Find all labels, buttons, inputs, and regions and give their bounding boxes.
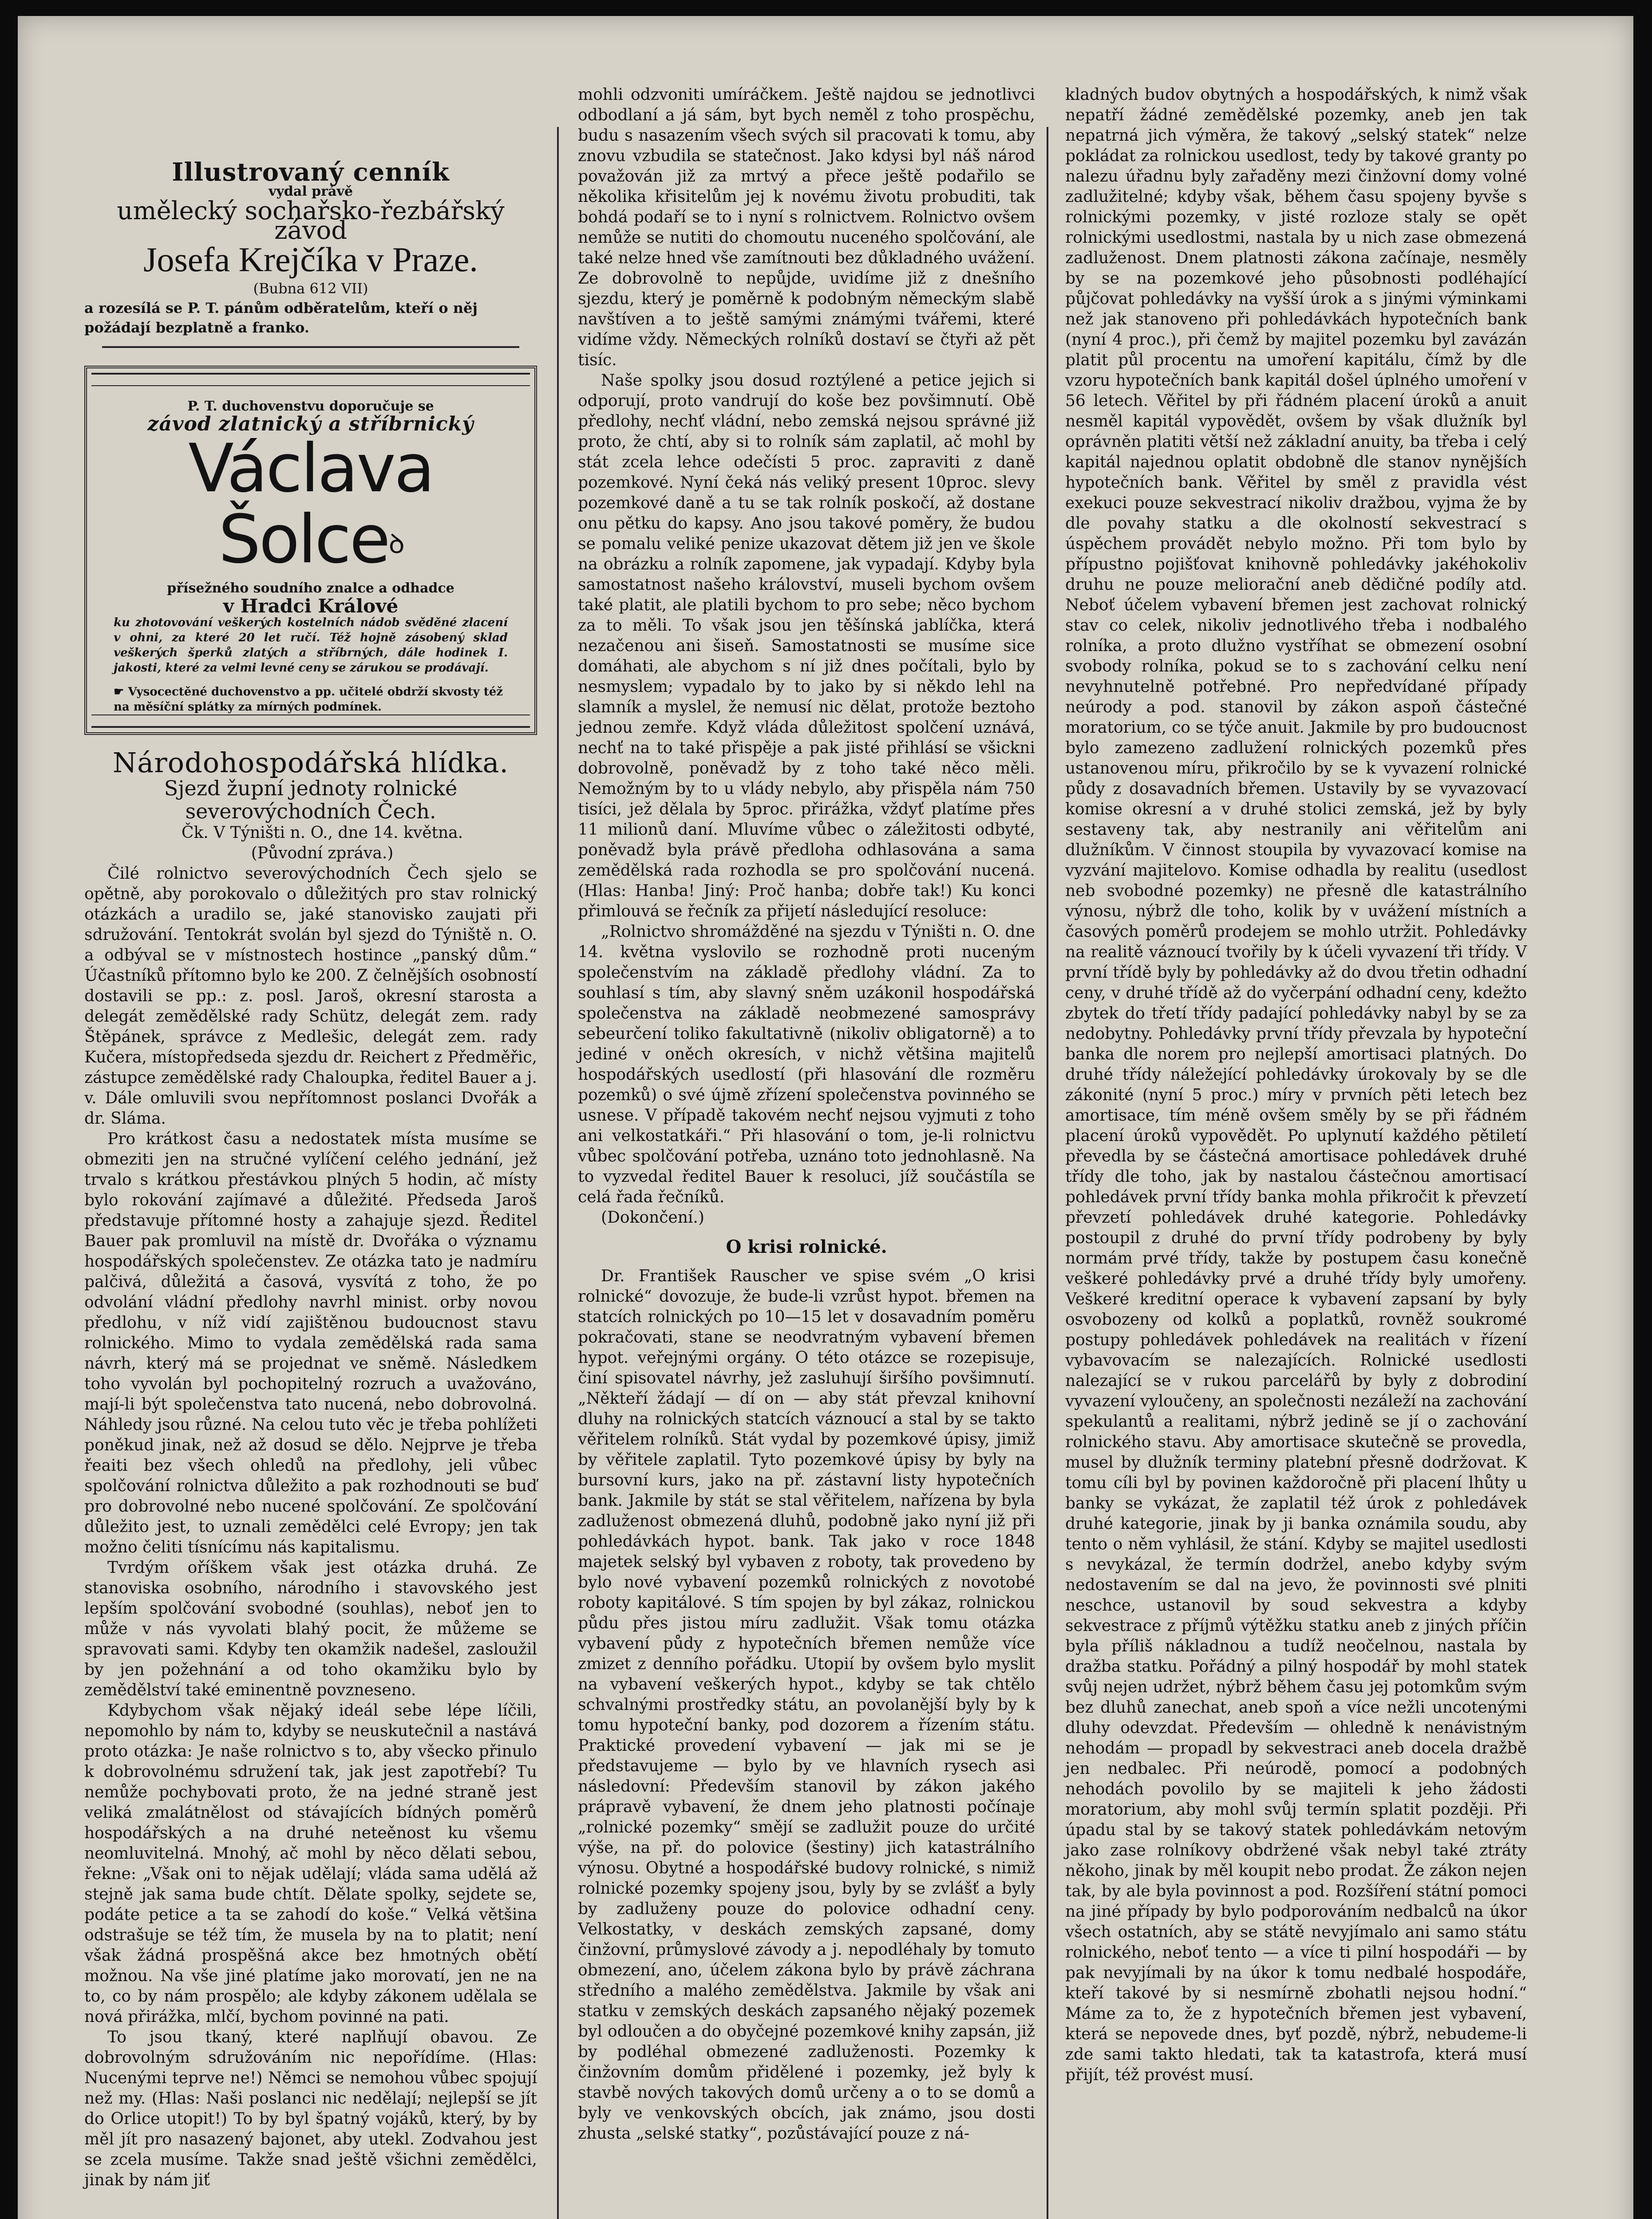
paragraph: Tvrdým oříškem však jest otázka druhá. Ze stanoviska osobního, národního i stavovského jest lepším spolčování svobodné (souhlas), neboť jen to může v nás vyvolati blahý pocit, že můžeme se spravovati sami. Kdyby ten okamžik nadešel, zasloužil by jen požehnání a od toho okamžiku bylo by zemědělství také eminentně povzneseno. bbox=[84, 1558, 537, 1699]
article-source: (Původní zpráva.) bbox=[251, 844, 394, 862]
paragraph: kladných budov obytných a hospodářských, k nimž však nepatří žádné zemědělské pozemky, aneb jen tak nepatrná jich výměra, že takový „selský statek“ nelze pokládat za rolnickou usedlost, tedy by takové granty po nalezu úřadnu byly zařaděny mezi činžovní domy volné zadlužitelné; kdyby však, během času spojeny byvše s rolnickými pozemky, v jisté rozloze staly se opět rolnickými usedlostmi, nastala by u nich zase obmezená zadluženost. Dnem platnosti zákona začínaje, nesměly by se na pozemkové jeho působnosti podléhající půjčovat pohledávky na vyšší úrok a s jinými výminkami než jak stanoveno při pohledávkách hypotečních bank (nyní 4 proc.), při čemž by majitel pozemku byl zavázán platit půl procentu na umoření kapitálu, čímž by dle vzoru hypotečních bank kapitál došel úplného umoření v 56 letech. Věřitel by při řádném placení úroků a anuit nesměl kapitál vypovědět, ovšem by však dlužník byl oprávněn platiti větší než základní anuity, ba třeba i celý kapitál najednou oplatit obdobně dle stanov nynějších hypotečních bank. Věřitel by směl z pravidla vést exekuci pouze sekvestrací nikoliv dražbou, vyjma že by dle povahy statku a dle okolností sekvestrací s úspěchem provádět nebylo možno. Při tom bylo by přípustno pojišťovat knihovně pohledávky jakéhokoliv druhu ne pouze meliorační aneb dědičné podíly atd. Neboť účelem vybavení břemen jest zachovat rolnický stav co celek, nikoliv jednotlivého třeba i nodbalého rolníka, a proto dlužno vystříhat se obmezení osobní svobody rolníka, pokud se to s zachování celku není nevyhnutelně potřebné. Pro nepředvídané případy neúrody a pod. stanovil by zákon aspoň částečné moratorium, co se týče anuit. Jakmile by pro budoucnost bylo zamezeno zadlužení rolnických pozemků přes ustanovenou míru, přikročilo by se k vyvazení rolnické půdy z dosavadních břemen. Ustavily by se vyvazovací komise okresní a v druhé stolici zemská, jež by byly sestaveny tak, aby nestranily ani věřitelům ani dlužníkům. V činnost stoupila by vyvazovací komise na vyzvání majitelovo. Komise odhadla by realitu (usedlost neb svobodné pozemky) ne přesně dle katastrálního výnosu, nýbrž dle toho, kolik by v uvážení místních a časových poměrů prodejem se mohlo utržit. Pohledávky na realitě váznoucí tvořily by k účeli vyvazení tři třídy. V první třídě byly by pohledávky až do dvou třetin odhadní ceny, v druhé třídě až do vyčerpání odhadní ceny, kdežto zbytek do třetí třídy padající pohledávky nabyl by se za nedobytny. Pohledávky první třídy převzala by hypoteční banka dle norem pro nejlepší amortisaci platných. Do druhé třídy náležející pohledávky úrokovaly by se dle zákonité (nyní 5 proc.) míry v prvních pěti letech bez amortisace, tím méně ovšem směly by se při řádném placení úroků vypovědět. Po uplynutí každého pětiletí převedla by se částečná amortisace pohledávek druhé třídy dle toho, jak by nastalou částečnou amortisací pohledávek první třídy banka mohla přikročit k převzetí převzetí pohledávek druhé kategorie. Pohledávky postoupil z druhé do první třídy podrobeny by byly normám prvé třídy, takže by postupem času konečně veškeré pohledávky prvé a druhé třídy byly umořeny. Veškeré kreditní operace k vybavení zapsaní by byly osvobozeny od kolků a poplatků, rovněž soukromé postupy pohledávek pohledávek na realitách v řízení vybavovacím se nalezajících. Rolnické usedlosti nalezající se v rukou parcelářů by byly z dobrodiní vyvazení vyloučeny, an společnosti nezáleží na zachování spekulantů a realitami, nýbrž jedině se jí o zachování rolnického stavu. Aby amortisace skutečně se provedla, musel by dlužník terminy platební přesně dodržovat. K tomu cíli byl by povinen každoročně při placení lhůty u banky se vykázat, že zaplatil též úrok z pohledávek druhé kategorie, jinak by ji banka oznámila soudu, aby tento o něm vyhlásil, že stání. Kdyby se majitel usedlosti s nevykázal, že termín dodržel, anebo kdyby svým nedostavením se dal na jevo, že povinnosti své plniti neschce, ustanovil by soud sekvestra a kdyby sekvestrace z příjmů výtěžku statku aneb z jiných příčin byla příliš nákladnou a tudíž neočelnou, nastala by dražba statku. Pořádný a pilný hospodář by mohl statek svůj nejen udržet, nýbrž během času jej potomkům svým bez dluhů zanechat, aneb spoň a více nežli uncotenými dluhy odevzdat. Především — ohledně k nenávistným nehodám — propadl by sekvestraci aneb docela dražbě jen nedbalec. Při neúrodě, pomocí a podobných nehodách povolilo by se majiteli k jeho žádosti moratorium, aby mohl svůj termín splatit později. Při úpadu stal by se takový statek pohledávkám netovým jako zase rolníkovy obdržené však nebyl také ztráty někoho, jinak by měl koupit nebo prodat. Že zákon nejen tak, by ale byla povinnost a pod. Rozšíření státní pomoci na jiné případy by bylo podporováním nedbalců na úkor všech ostatních, aby se státě nevyjímalo ani samo státu rolnického, neboť tento — a více ti pilní hospodáři — by pak nevyjímali by na úkor k tomu nedbalé hospodáře, kteří takové by si nesmírně zbohatli nejsou hodní.“ Máme za to, že z hypotečních břemen jest vybavení, která se nepovede dnes, byť pozdě, nýbrž, nebudeme-li zde sami takto hledati, tak ta katastrofa, která musí přijít, též provést musí. bbox=[1065, 86, 1527, 2084]
ad-solc-line3: přísežného soudního znalce a odhadce bbox=[167, 580, 454, 596]
paragraph: Dr. František Rauscher ve spise svém „O krisi rolnické“ dovozuje, že bude-li vzrůst hypot. břemen na statcích rolnických po 10—15 let v dosavadním poměru pokračovati, stane se neodvratným vybavení břemen hypot. veřejnými orgány. O této otázce se rozepisuje, činí spisovatel návrhy, jež zasluhují širšího povšimnutí. „Někteří žádají — dí on — aby stát převzal knihovní dluhy na rolnických statcích váznoucí a stal by se takto věřitelem rolníků. Stát vydal by pozemkové úpisy, jimiž by věřitele zaplatil. Tyto pozemkové úpisy by byly na bursovní kurs, jako na př. zástavní listy hypotečních bank. Jakmile by stát se stal věřitelem, nařízena by byla zadluženost obmezená dluhů, podobně jako nyní již při pohledávkách hypot. bank. Tak jako v roce 1848 majetek selský byl vybaven z roboty, tak provedeno by bylo nové vybavení pozemků rolnických z novotobé roboty kapitálové. S tím spojen by byl zákaz, rolnickou půdu přes jistou míru zadlužit. Však tomu otázka vybavení půdy z hypotečních břemen nemůže více zmizet z denního pořádku. Utopií by ovšem bylo myslit na vybavení veškerých hypot., kdyby se tak chtělo schvalnými prostředky státu, an povolanější byly by k tomu hypoteční banky, pod dozorem a řízením státu. Praktické provedení vybavení — jak mi se je představujeme — bylo by ve hlavních rysech asi následovní: Především stanovil by zákon jakého prápravě vybavení, že dnem jeho platnosti počínaje „rolnické pozemky“ smějí se zadlužit pouze do určité výše, na př. do polovice (šestiny) jich katastrálního výnosu. Obytné a hospodářské budovy rolnické, s nimiž rolnické pozemky spojeny jsou, byly by se zvlášť a byly by zadluženy pouze do polovice odhadní ceny. Velkostatky, v deskách zemských zapsané, domy činžovní, průmyslové závody a j. nepodléhaly by tomuto obmezení, ano, účelem zákona bylo by právě záchrana středního a malého zemědělstva. Jakmile by však ani statku v zemských deskách zapsaného nějaký pozemek byl odloučen a do obyčejné pozemkové knihy zapsán, již by podléhal obmezené zadluženosti. Pozemky k činžovním domům přidělené i pozemky, jež byly k stavbě nových takových domů určeny a o to se domů a byly ve venkovských obcích, jak známo, jsou dosti zhusta „selské statky“, pozůstávající pouze z ná- bbox=[578, 1267, 1035, 2143]
ad-solc-line2: závod zlatnický a stříbrnický bbox=[147, 413, 474, 435]
paragraph: Naše spolky jsou dosud roztýlené a petice jejich si odporují, proto vandrují do koše bez povšimnutí. Obě předlohy, nechť vládní, nebo zemská nejsou správné již proto, že chtí, aby si to rolník sám zaplatil, ač mohl by stát zcela lehce odečísti 5 proc. zapraviti z daně pozemkové. Nyní čeká nás veliký present 10proc. slevy pozemkové daně a tu se tak rolník poskočí, až dostane onu pětku do kapsy. Ano jsou takové poměry, že budou se pomalu veliké penize ukazovat dětem již jen ve škole na obrázku a rolník zapomene, jak vypadají. Kdyby byla samostatnost našeho království, museli bychom ovšem také platit, ale platili bychom to pro sebe; něco bychom za to měli. To však jsou jen těšínská jablíčka, která nezačenou ani šiseň. Samostatnosti se musíme sice domáhati, ale abychom s ní již dnes počítali, bylo by nesmyslem; vypadalo by to jako by si někdo lehl na slamník a myslel, že nemusí nic dělat, protože beztoho jednou zemře. Když vláda důležitost spolčení uznává, nechť na to také přispěje a pak jisté přihlásí se všickni dobrovolně, poněvadž by z toho také něco měli. Nemožným by to u vlády nebylo, aby přispěla nám 750 tisíci, jež dělala by 5proc. přirážka, vždyť platíme přes 11 milionů daní. Mluvíme vůbec o záležitosti odbyté, poněvadž byla právě předloha odhlasována a sama zemědělská rada rozhodla se pro spolčování nucená. (Hlas: Hanba! Jiný: Proč hanba; dobře tak!) Ku konci přimlouvá se řečník za přijetí následující resoluce: bbox=[578, 371, 1035, 920]
paragraph-continued: (Dokončení.) bbox=[601, 1208, 704, 1227]
column-divider bbox=[557, 127, 559, 2219]
ad-solc bbox=[84, 366, 537, 735]
ad-solc-note bbox=[114, 684, 508, 715]
ad-separator bbox=[102, 346, 519, 348]
ad-krejcik bbox=[84, 83, 537, 337]
ad-krejcik-address: (Bubna 612 VII) bbox=[253, 280, 368, 297]
article-dateline: Čk. V Týništi n. O., dne 14. května. bbox=[181, 823, 463, 842]
ad-solc-name bbox=[114, 430, 508, 580]
column-2 bbox=[578, 85, 1035, 2144]
paragraph: To jsou tkaný, které naplňují obavou. Ze dobrovolným sdružováním nic nepořídíme. (Hlas: Nucenými teprve ne!) Němci se nemohou vůbec spojují než my. (Hlas: Naši poslanci nic nedělají; nejlepší se jít do Orlice utopit!) To by byl špatný vojáků, který, by by měl jít pro nasazený bajonet, aby utekl. Zodvahou jest se zcela musíme. Takže snad ještě všichni zemědělci, jinak by nám jiť bbox=[84, 2028, 537, 2189]
ad-solc-line1: P. T. duchovenstvu doporučuje se bbox=[187, 399, 434, 414]
paragraph: Čilé rolnictvo severovýchodních Čech sjelo se opětně, aby porokovalo o důležitých pro stav rolnický otázkách a uradilo se, jaké stanovisko zaujati při sdružování. Tentokrát svolán byl sjezd do Týniště n. O. a odbýval se v místnostech hostince „panský dům.“ Účastníků přítomno bylo ke 200. Z čelnějších osobností dostavili se pp.: z. posl. Jaroš, okresní starosta a delegát zemědělské rady Schütz, delegát zem. rady Štěpánek, správce z Medlešic, delegát zem. rady Kučera, místopředseda sjezdu dr. Reichert z Předměřic, zástupce zemědělské rady Chaloupka, ředitel Bauer a j. v. Dále omluvili svou nepřítomnost poslanci Dvořák a dr. Sláma. bbox=[84, 864, 537, 1128]
paragraph: Kdybychom však nějaký ideál sebe lépe líčili, nepomohlo by nám to, kdyby se neuskutečnil a nastává proto otázka: Je naše rolnictvo s to, aby všecko přinulo k dobrovolnému sdružení tak, jak jest zapotřebí? Tu nemůže pochybovati proto, že na jedné straně jest veliká zmalátnělost od stávajících bídných poměrů hospodářských a na druhé neteěnost ku všemu neomluvitelná. Mnohý, ač mohl by něco dělati sebou, řekne: „Však oni to nějak udělají; vláda sama udělá až stejně jak sama bude chtít. Dělate spolky, sejdete se, podáte petice a ta se zahodí do koše.“ Velká většina odstrašuje se též tím, že musela by na to platit; není však žádná prospěšná akce bez hmotných obětí možnou. Na vše jiné platíme jako morovatí, jen ne na to, co by nám prospělo; ale kdyby zákonem udělala se nová přirážka, mlčí, bychom povinné na pati. bbox=[84, 1701, 537, 2026]
column-3 bbox=[1065, 85, 1527, 2085]
ad-solc-note-text: Vysocectěné duchovenstvo a pp. učitelé obdrží skvosty též na měsíční splátky za mírných podmínek. bbox=[114, 685, 503, 714]
paragraph: Pro krátkost času a nedostatek místa musíme se obmeziti jen na stručné vylíčení celého jednání, jež trvalo s krátkou přestávkou plných 5 hodin, ač místy bylo rokování zajímavé a důležité. Předseda Jaroš představuje přítomné hosty a zahajuje sjezd. Ředitel Bauer pak promluvil na místě dr. Dvořáka o významu hospodářských společenstev. Ze otázka tato je nadmíru palčivá, důležitá a časová, vysvítá z toho, že po odvolání vládní předlohy navrhl minist. orby novou předlohu, v níž vidí zajištěnou budoucnost stavu rolnického. Mimo to vydala zemědělská rada sama návrh, který má se projednat ve sněmě. Následkem toho vyvolán byl pochopitelný rozruch a uvažováno, mají-li být společenstva tato nucená, nebo dobrovolná. Náhledy jsou různé. Na celou tuto věc je třeba pohlížeti poněkud jinak, než až dosud se dělo. Nejprve je třeba řeaiti bez všech ohledů na předlohy, jeli vůbec spolčování rolnictva důležito a pak rozhodnouti se buď pro dobrovolné nebo nucené spolčování. Ze spolčování důležito jest, to uznali zemědělci celé Evropy; jen tak možno čeliti tísnícímu nás kapitalismu. bbox=[84, 1129, 537, 1556]
resolution-paragraph: „Rolnictvo shromážděné na sjezdu v Týništi n. O. dne 14. května vyslovilo se rozhodně proti nuceným společenstvím na základě předlohy vládní. Za to souhlasí s tím, aby slavný sněm uzákonil hospodářská společenstva na základě neobmezené samosprávy sebeurčení toliko fakultativně (nikoliv obligatorně) a to jediné v oněch okresích, v nichž většina majitelů hospodářských usedlostí (při hlasování dle rozměru pozemků) o své újmě zřízení společenstva povinného se usnese. V případě takovém nechť nejsou vyjmuti z toho ani velkostatkáři.“ Při hlasování o tom, je-li rolnictvu vůbec spolčování potřeba, uznáno toto jednohlasně. Na to vyzvedal ředitel Bauer k resoluci, jíž součástíla se celá řada řečníků. bbox=[578, 923, 1035, 1206]
article-title: O krisi rolnické. bbox=[726, 1236, 887, 1257]
paragraph: mohli odzvoniti umíráčkem. Ještě najdou se jednotlivci odbodlaní a já sám, byt bych neměl z toho prospěchu, budu s nasazením všech svých sil pracovati k tomu, aby znovu vzbudila se statečnost. Jako kdysi byl náš národ považován již za mrtvý a přece ještě podařilo se několika křisitelům jej k novému životu probuditi, tak bohdá podaří se to i nyní s rolnictvem. Rolnictvo ovšem nemůže se nutiti do chomoutu nuceného spolčování, ale také nelze hned vše zamítnouti bez důkladného uvážení. Ze dobrovolně to nepůjde, uvidíme již z dnešního sjezdu, který je poměrně k podobným německým slabě navštíven a to ještě samými známými tvářemi, které vidíme vždy. Německých rolníků dostaví se čtyři až pět tisíc. bbox=[578, 86, 1035, 369]
ad-krejcik-line1: vydal právě bbox=[269, 184, 353, 199]
ad-krejcik-title: Illustrovaný cenník bbox=[172, 158, 450, 187]
swirl-ornament-icon: ꝺ bbox=[388, 528, 403, 560]
pointing-hand-icon: ☛ bbox=[114, 685, 128, 699]
ad-krejcik-line2: umělecký sochařsko-řezbářský závod bbox=[117, 197, 505, 245]
ad-solc-name-text: Václava Šolce bbox=[188, 430, 433, 578]
column-divider bbox=[1047, 127, 1048, 2219]
ornament-border-bottom bbox=[91, 715, 530, 728]
section-title: Národohospodářská hlídka. bbox=[112, 746, 509, 779]
ornament-border-top bbox=[91, 373, 530, 386]
ad-solc-body: ku zhotovování veškerých kostelních nádob svěděné zlacení v ohni, za které 20 let ručí. Též hojně zásobený sklad veškerých šperků zlatých a stříbrných, dále hodinek I. jakosti, které za velmi levné ceny se zárukou se prodávají. bbox=[114, 616, 508, 675]
ad-krejcik-name: Josefa Krejčíka v Praze. bbox=[143, 240, 478, 279]
ad-solc-city: v Hradci Králové bbox=[223, 595, 399, 617]
newspaper-page bbox=[18, 16, 1633, 2219]
column-1 bbox=[84, 83, 537, 2191]
ad-krejcik-note: a rozesílá se P. T. pánům odběratelům, kteří o něj požádají bezplatně a franko. bbox=[84, 300, 478, 336]
article-title: Sjezd župní jednoty rolnické severovýchodních Čech. bbox=[164, 776, 458, 823]
